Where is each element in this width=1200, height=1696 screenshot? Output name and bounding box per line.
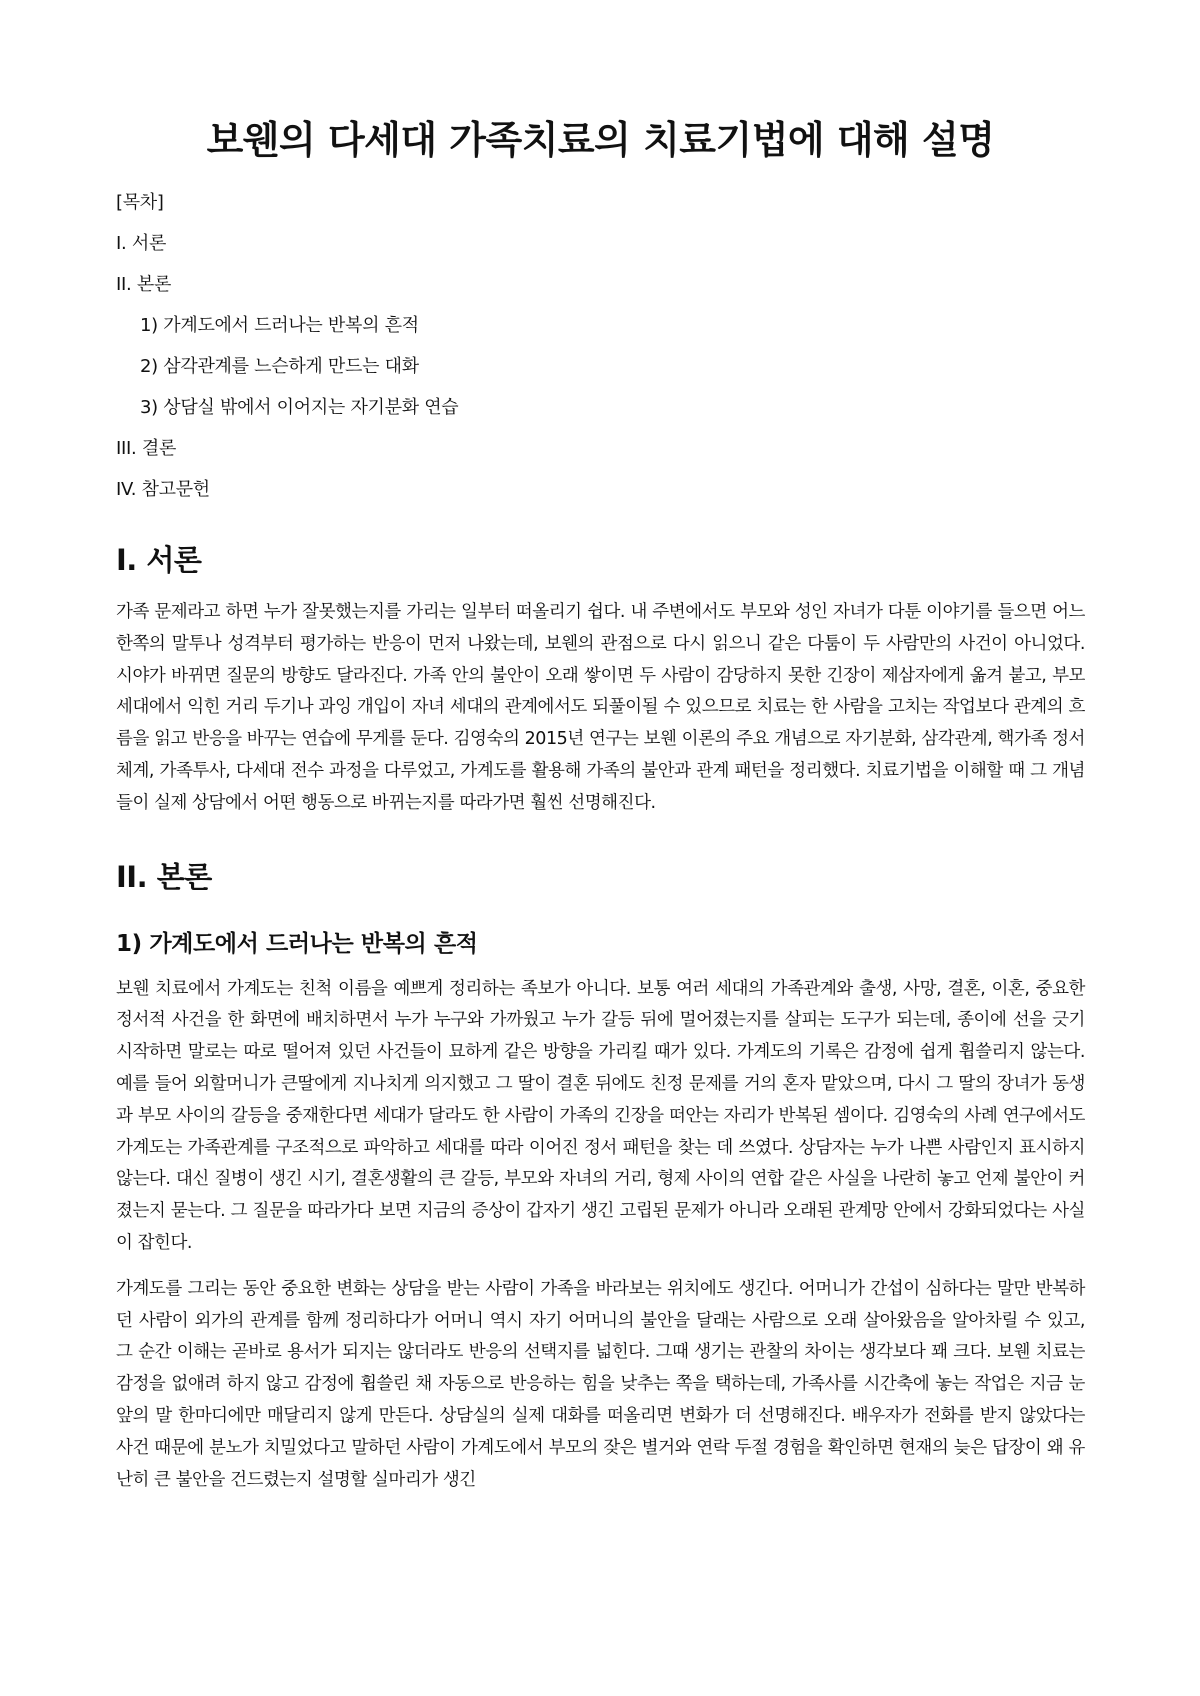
- section-heading-intro: I. 서론: [116, 543, 202, 577]
- section-heading-body: II. 본론: [116, 859, 212, 894]
- toc-item-conclusion: III. 결론: [116, 438, 177, 459]
- toc-item-body-sub3: 3) 상담실 밖에서 이어지는 자기분화 연습: [140, 397, 459, 418]
- toc-heading: [목차]: [116, 192, 164, 213]
- subsection-heading-genogram: 1) 가계도에서 드러나는 반복의 흔적: [116, 930, 478, 957]
- document-title: 보웬의 다세대 가족치료의 치료기법에 대해 설명: [206, 118, 995, 162]
- genogram-paragraph-1: 보웬 치료에서 가계도는 친척 이름을 예쁘게 정리하는 족보가 아니다. 보통 여러 세대의 가족관계와 출생, 사망, 결혼, 이혼, 중요한 정서적 사건을 한 화면에 배치하면서 누가 누구와 가까웠고 누가 갈등 뒤에 멀어졌는지를 살피는 도구가 되는데, 종이에 선을 긋기 시작하면 말로는 따로 떨어져 있던 사건들이 묘하게 같은 방향을 가리킬 때가 있다. 가계도의 기록은 감정에 쉽게 휩쓸리지 않는다. 예를 들어 외할머니가 큰딸에게 지나치게 의지했고 그 딸이 결혼 뒤에도 친정 문제를 거의 혼자 맡았으며, 다시 그 딸의 장녀가 동생과 부모 사이의 갈등을 중재한다면 세대가 달라도 한 사람이 가족의 긴장을 떠안는 자리가 반복된 셈이다. 김영숙의 사례 연구에서도 가계도는 가족관계를 구조적으로 파악하고 세대를 따라 이어진 정서 패턴을 찾는 데 쓰였다. 상담자는 누가 나쁜 사람인지 표시하지 않는다. 대신 질병이 생긴 시기, 결혼생활의 큰 갈등, 부모와 자녀의 거리, 형제 사이의 연합 같은 사실을 나란히 놓고 언제 불안이 커졌는지 묻는다. 그 질문을 따라가다 보면 지금의 증상이 갑자기 생긴 고립된 문제가 아니라 오래된 관계망 안에서 강화되었다는 사실이 잡힌다.: [116, 978, 1085, 1253]
- toc-item-body-sub2: 2) 삼각관계를 느슨하게 만드는 대화: [140, 356, 419, 377]
- intro-paragraph: 가족 문제라고 하면 누가 잘못했는지를 가리는 일부터 떠올리기 쉽다. 내 주변에서도 부모와 성인 자녀가 다툰 이야기를 들으면 어느 한쪽의 말투나 성격부터 평가하는 반응이 먼저 나왔는데, 보웬의 관점으로 다시 읽으니 같은 다툼이 두 사람만의 사건이 아니었다. 시야가 바뀌면 질문의 방향도 달라진다. 가족 안의 불안이 오래 쌓이면 두 사람이 감당하지 못한 긴장이 제삼자에게 옮겨 붙고, 부모 세대에서 익힌 거리 두기나 과잉 개입이 자녀 세대의 관계에서도 되풀이될 수 있으므로 치료는 한 사람을 고치는 작업보다 관계의 흐름을 읽고 반응을 바꾸는 연습에 무게를 둔다. 김영숙의 2015년 연구는 보웬 이론의 주요 개념으로 자기분화, 삼각관계, 핵가족 정서체계, 가족투사, 다세대 전수 과정을 다루었고, 가계도를 활용해 가족의 불안과 관계 패턴을 정리했다. 치료기법을 이해할 때 그 개념들이 실제 상담에서 어떤 행동으로 바뀌는지를 따라가면 훨씬 선명해진다.: [116, 602, 1085, 813]
- toc-item-body-sub1: 1) 가계도에서 드러나는 반복의 흔적: [140, 315, 419, 336]
- toc-item-references: IV. 참고문헌: [116, 479, 210, 500]
- toc-item-intro: I. 서론: [116, 233, 167, 254]
- toc-item-body: II. 본론: [116, 274, 172, 295]
- table-of-contents: [116, 190, 1085, 503]
- genogram-paragraph-2: 가계도를 그리는 동안 중요한 변화는 상담을 받는 사람이 가족을 바라보는 위치에도 생긴다. 어머니가 간섭이 심하다는 말만 반복하던 사람이 외가의 관계를 함께 정리하다가 어머니 역시 자기 어머니의 불안을 달래는 사람으로 오래 살아왔음을 알아차릴 수 있고, 그 순간 이해는 곧바로 용서가 되지는 않더라도 반응의 선택지를 넓힌다. 그때 생기는 관찰의 차이는 생각보다 꽤 크다. 보웬 치료는 감정을 없애려 하지 않고 감정에 휩쓸린 채 자동으로 반응하는 힘을 낮추는 쪽을 택하는데, 가족사를 시간축에 놓는 작업은 지금 눈앞의 말 한마디에만 매달리지 않게 만든다. 상담실의 실제 대화를 떠올리면 변화가 더 선명해진다. 배우자가 전화를 받지 않았다는 사건 때문에 분노가 치밀었다고 말하던 사람이 가계도에서 부모의 잦은 별거와 연락 두절 경험을 확인하면 현재의 늦은 답장이 왜 유난히 큰 불안을 건드렸는지 설명할 실마리가 생긴: [116, 1278, 1085, 1490]
